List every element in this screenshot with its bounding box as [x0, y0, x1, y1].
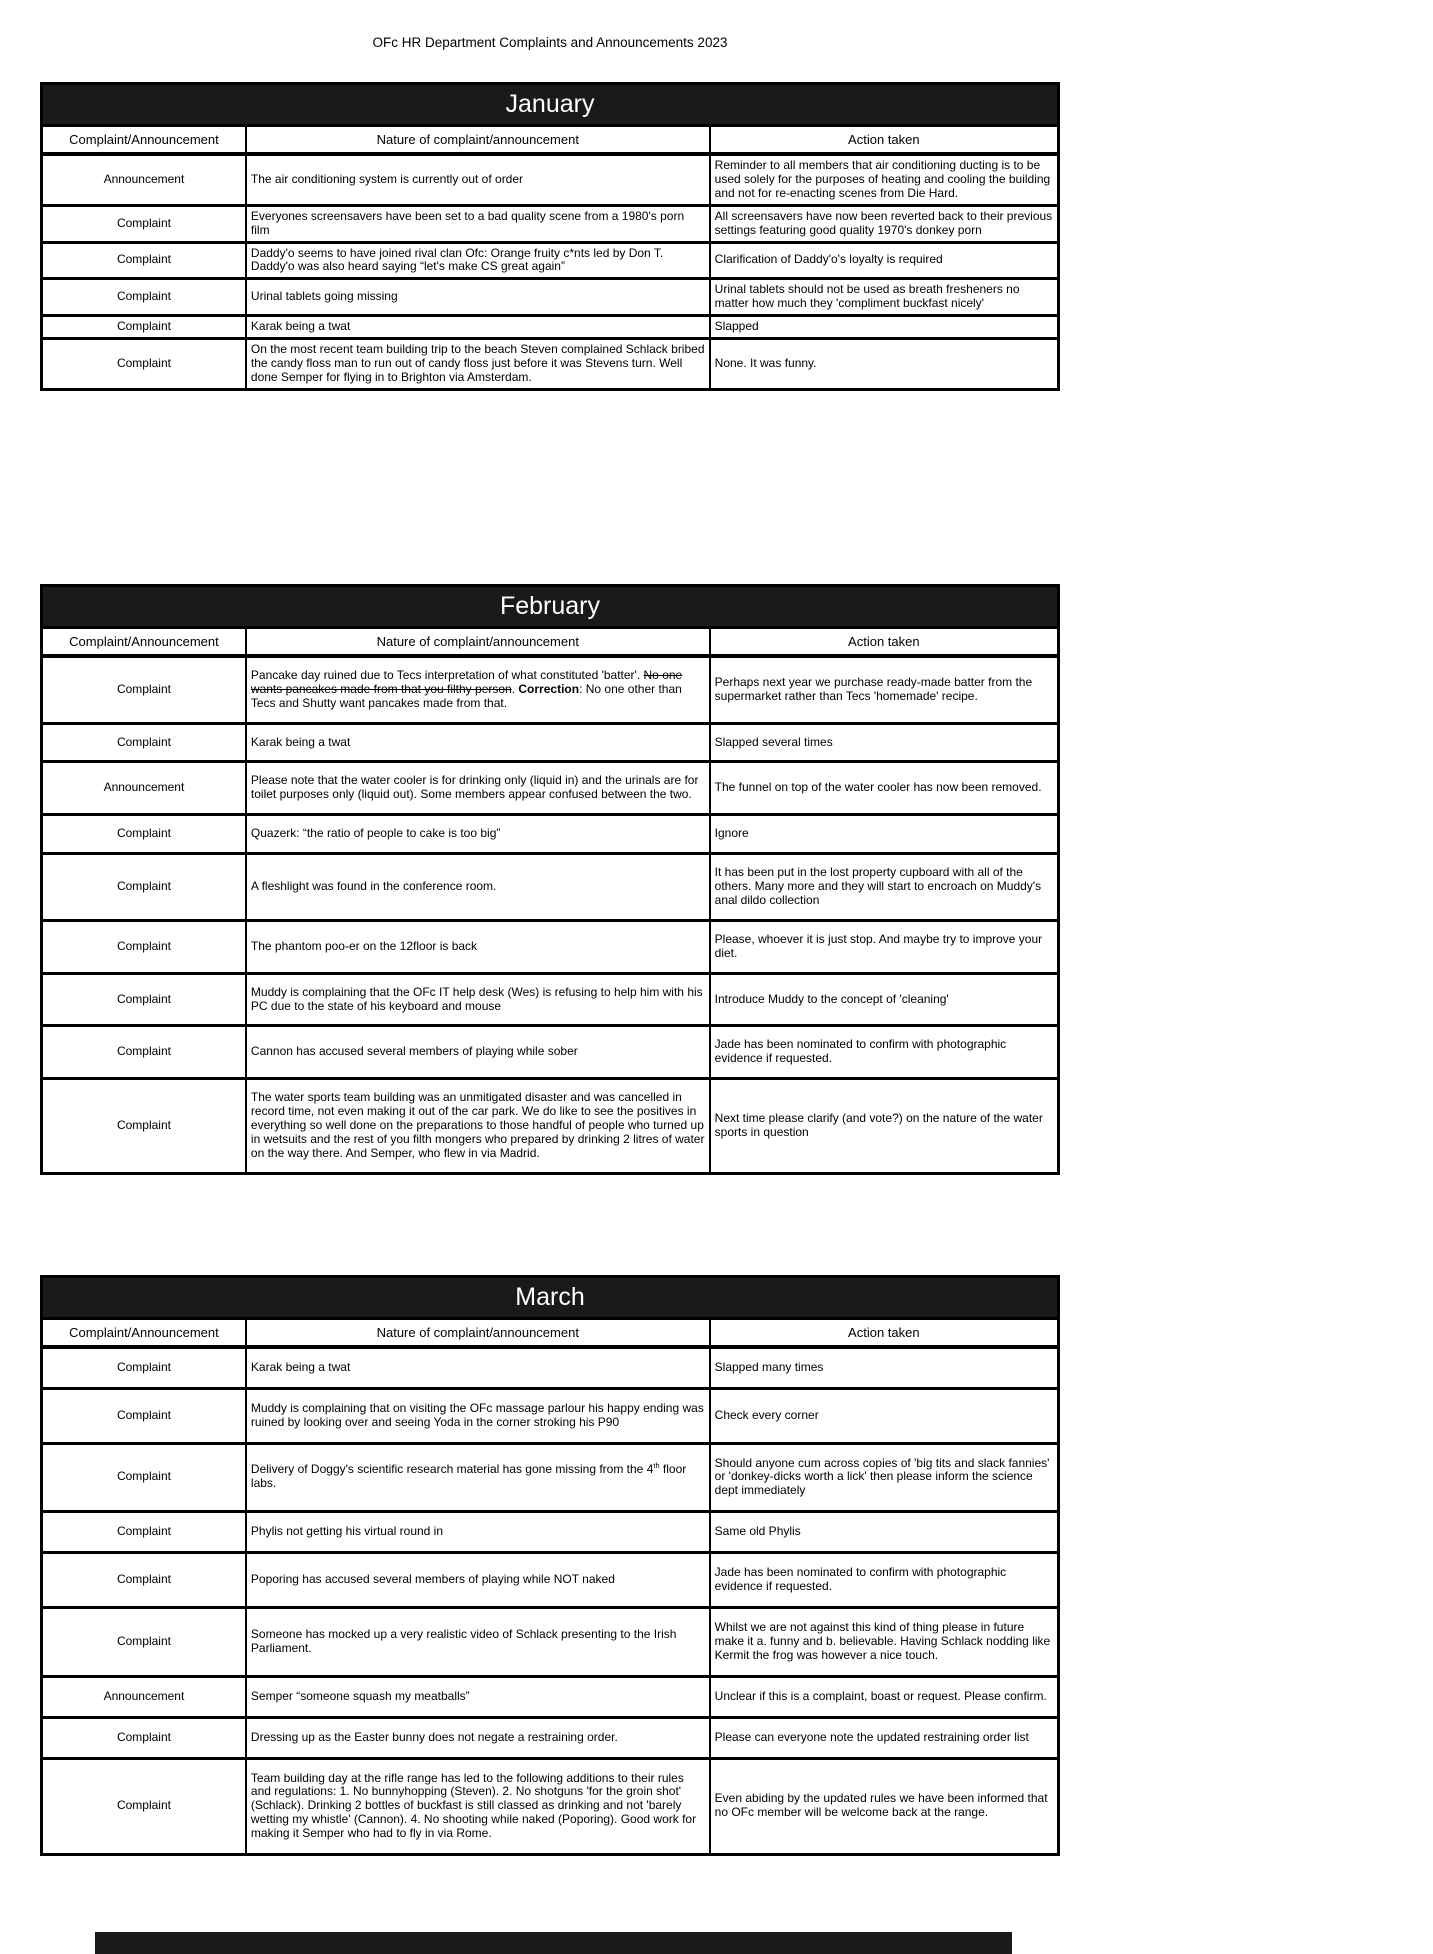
action-cell: Jade has been nominated to confirm with photographic evidence if requested.	[710, 1553, 1059, 1608]
nature-cell: Karak being a twat	[246, 723, 710, 762]
type-cell: Complaint	[42, 242, 246, 279]
type-cell: Complaint	[42, 1758, 246, 1855]
type-cell: Complaint	[42, 815, 246, 854]
table-row	[42, 1676, 1059, 1717]
action-cell: Slapped several times	[710, 723, 1059, 762]
nature-cell: Semper “someone squash my meatballs”	[246, 1676, 710, 1717]
type-cell: Announcement	[42, 154, 246, 205]
month-table-march	[40, 1275, 1060, 1856]
table-row	[42, 656, 1059, 723]
column-header-1: Complaint/Announcement	[42, 627, 246, 656]
type-cell: Complaint	[42, 205, 246, 242]
action-cell: Jade has been nominated to confirm with photographic evidence if requested.	[710, 1026, 1059, 1079]
nature-cell: On the most recent team building trip to the beach Steven complained Schlack bribed the candy floss man to run out of candy floss just before it was Stevens turn. Well done Semper for flying in to Brighton via Amsterdam.	[246, 339, 710, 390]
month-tables	[0, 82, 1433, 1856]
table-row	[42, 1443, 1059, 1512]
action-cell: Slapped	[710, 316, 1059, 339]
action-cell: Whilst we are not against this kind of thing please in future make it a. funny and b. believable. Having Schlack nodding like Kermit the frog was however a nice touch.	[710, 1607, 1059, 1676]
action-cell: Clarification of Daddy'o's loyalty is required	[710, 242, 1059, 279]
month-banner-february: February	[42, 585, 1059, 627]
type-cell: Complaint	[42, 1388, 246, 1443]
table-row	[42, 1607, 1059, 1676]
action-cell: Check every corner	[710, 1388, 1059, 1443]
table-row	[42, 339, 1059, 390]
table-row	[42, 920, 1059, 973]
nature-cell: A fleshlight was found in the conference room.	[246, 854, 710, 921]
nature-cell: Pancake day ruined due to Tecs interpretation of what constituted 'batter'. No one wants pancakes made from that you filthy person. Correction: No one other than Tecs and Shutty want pancakes made from that.	[246, 656, 710, 723]
table-row	[42, 1717, 1059, 1758]
nature-cell: Quazerk: “the ratio of people to cake is too big”	[246, 815, 710, 854]
month-table-february	[40, 584, 1060, 1175]
action-cell: Same old Phylis	[710, 1512, 1059, 1553]
type-cell: Complaint	[42, 854, 246, 921]
month-banner-march: March	[42, 1276, 1059, 1318]
action-cell: Next time please clarify (and vote?) on the nature of the water sports in question	[710, 1079, 1059, 1174]
action-cell: Urinal tablets should not be used as breath fresheners no matter how much they 'compliment buckfast nicely'	[710, 279, 1059, 316]
nature-cell: Everyones screensavers have been set to a bad quality scene from a 1980's porn film	[246, 205, 710, 242]
nature-cell: Please note that the water cooler is for drinking only (liquid in) and the urinals are for toilet purposes only (liquid out). Some members appear confused between the two.	[246, 762, 710, 815]
column-header-1: Complaint/Announcement	[42, 126, 246, 155]
action-cell: Please can everyone note the updated restraining order list	[710, 1717, 1059, 1758]
type-cell: Complaint	[42, 1553, 246, 1608]
type-cell: Complaint	[42, 316, 246, 339]
table-row	[42, 242, 1059, 279]
type-cell: Complaint	[42, 973, 246, 1026]
nature-cell: Delivery of Doggy's scientific research material has gone missing from the 4th floor labs.	[246, 1443, 710, 1512]
action-cell: Unclear if this is a complaint, boast or request. Please confirm.	[710, 1676, 1059, 1717]
type-cell: Complaint	[42, 1717, 246, 1758]
action-cell: Slapped many times	[710, 1347, 1059, 1388]
nature-cell: Cannon has accused several members of playing while sober	[246, 1026, 710, 1079]
column-header-3: Action taken	[710, 1318, 1059, 1347]
type-cell: Complaint	[42, 1443, 246, 1512]
column-header-row	[42, 126, 1059, 155]
action-cell: None. It was funny.	[710, 339, 1059, 390]
nature-cell: The phantom poo-er on the 12floor is back	[246, 920, 710, 973]
table-row	[42, 1388, 1059, 1443]
type-cell: Complaint	[42, 723, 246, 762]
action-cell: The funnel on top of the water cooler has now been removed.	[710, 762, 1059, 815]
column-header-1: Complaint/Announcement	[42, 1318, 246, 1347]
type-cell: Complaint	[42, 920, 246, 973]
nature-cell: The air conditioning system is currently out of order	[246, 154, 710, 205]
type-cell: Complaint	[42, 656, 246, 723]
nature-cell: The water sports team building was an unmitigated disaster and was cancelled in record time, not even making it out of the car park. We do like to see the positives in everything so well done on the preparations to those handful of people who turned up in wetsuits and the rest of you filth mongers who prepared by drinking 2 litres of water on the way there. And Semper, who flew in via Madrid.	[246, 1079, 710, 1174]
nature-cell: Daddy'o seems to have joined rival clan Ofc: Orange fruity c*nts led by Don T. Daddy'o was also heard saying “let's make CS great again”	[246, 242, 710, 279]
column-header-row	[42, 1318, 1059, 1347]
column-header-3: Action taken	[710, 627, 1059, 656]
column-header-2: Nature of complaint/announcement	[246, 1318, 710, 1347]
nature-cell: Team building day at the rifle range has led to the following additions to their rules and regulations: 1. No bunnyhopping (Steven). 2. No shotguns 'for the groin shot' (Schlack). Drinking 2 bottles of buckfast is still classed as drinking and not 'barely wetting my whistle' (Cannon). 4. No shooting while naked (Poporing). Good work for making it Semper who had to fly in via Rome.	[246, 1758, 710, 1855]
column-header-3: Action taken	[710, 126, 1059, 155]
table-row	[42, 1347, 1059, 1388]
nature-cell: Muddy is complaining that the OFc IT help desk (Wes) is refusing to help him with his PC due to the state of his keyboard and mouse	[246, 973, 710, 1026]
column-header-2: Nature of complaint/announcement	[246, 126, 710, 155]
action-cell: All screensavers have now been reverted back to their previous settings featuring good quality 1970's donkey porn	[710, 205, 1059, 242]
nature-cell: Someone has mocked up a very realistic video of Schlack presenting to the Irish Parliament.	[246, 1607, 710, 1676]
table-row	[42, 854, 1059, 921]
nature-cell: Karak being a twat	[246, 316, 710, 339]
action-cell: Please, whoever it is just stop. And maybe try to improve your diet.	[710, 920, 1059, 973]
table-row	[42, 1079, 1059, 1174]
action-cell: Reminder to all members that air conditioning ducting is to be used solely for the purposes of heating and cooling the building and not for re-enacting scenes from Die Hard.	[710, 154, 1059, 205]
table-row	[42, 154, 1059, 205]
table-row	[42, 1758, 1059, 1855]
action-cell: Should anyone cum across copies of 'big tits and slack fannies' or 'donkey-dicks worth a lick' then please inform the science dept immediately	[710, 1443, 1059, 1512]
table-row	[42, 762, 1059, 815]
nature-cell: Muddy is complaining that on visiting the OFc massage parlour his happy ending was ruined by looking over and seeing Yoda in the corner stroking his P90	[246, 1388, 710, 1443]
table-row	[42, 973, 1059, 1026]
type-cell: Complaint	[42, 339, 246, 390]
table-row	[42, 205, 1059, 242]
next-month-banner-cutoff	[95, 1932, 1012, 1954]
page-title: OFc HR Department Complaints and Announcements 2023	[372, 35, 728, 50]
nature-cell: Urinal tablets going missing	[246, 279, 710, 316]
action-cell: Even abiding by the updated rules we have been informed that no OFc member will be welcome back at the range.	[710, 1758, 1059, 1855]
column-header-row	[42, 627, 1059, 656]
action-cell: Introduce Muddy to the concept of 'cleaning'	[710, 973, 1059, 1026]
type-cell: Announcement	[42, 1676, 246, 1717]
type-cell: Complaint	[42, 1079, 246, 1174]
nature-cell: Poporing has accused several members of playing while NOT naked	[246, 1553, 710, 1608]
month-table-january	[40, 82, 1060, 391]
table-row	[42, 1553, 1059, 1608]
type-cell: Complaint	[42, 1347, 246, 1388]
column-header-2: Nature of complaint/announcement	[246, 627, 710, 656]
type-cell: Announcement	[42, 762, 246, 815]
nature-cell: Phylis not getting his virtual round in	[246, 1512, 710, 1553]
type-cell: Complaint	[42, 279, 246, 316]
type-cell: Complaint	[42, 1026, 246, 1079]
nature-cell: Karak being a twat	[246, 1347, 710, 1388]
action-cell: Ignore	[710, 815, 1059, 854]
nature-cell: Dressing up as the Easter bunny does not negate a restraining order.	[246, 1717, 710, 1758]
table-row	[42, 1026, 1059, 1079]
table-row	[42, 723, 1059, 762]
action-cell: It has been put in the lost property cupboard with all of the others. Many more and they will start to encroach on Muddy's anal dildo collection	[710, 854, 1059, 921]
type-cell: Complaint	[42, 1512, 246, 1553]
action-cell: Perhaps next year we purchase ready-made batter from the supermarket rather than Tecs 'homemade' recipe.	[710, 656, 1059, 723]
table-row	[42, 316, 1059, 339]
table-row	[42, 815, 1059, 854]
table-row	[42, 279, 1059, 316]
type-cell: Complaint	[42, 1607, 246, 1676]
month-banner-january: January	[42, 84, 1059, 126]
table-row	[42, 1512, 1059, 1553]
